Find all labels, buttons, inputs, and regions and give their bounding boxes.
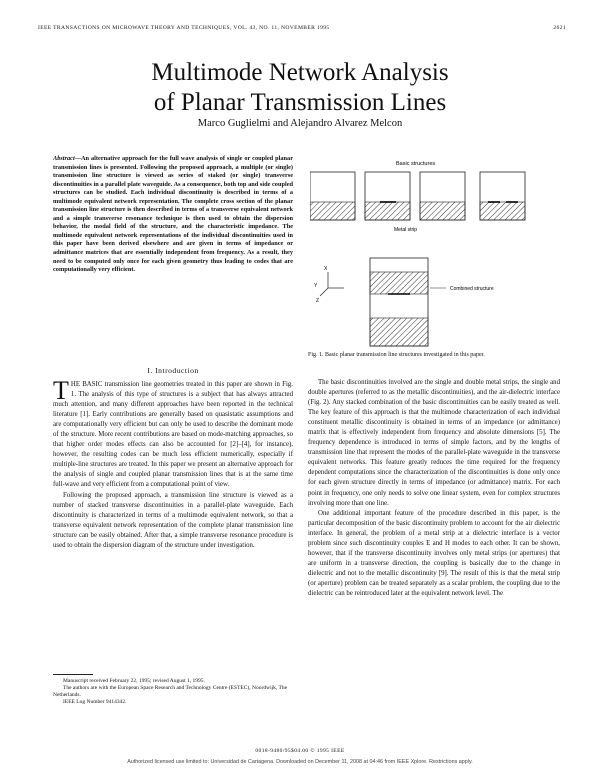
- left-column: [53, 376, 293, 551]
- right-paragraph-1: The basic discontinuities involved are the single and double metal strips, the single and double apertures (referred to as the metallic discontinuities), and the air-dielectric interface (Fig. 2). Any stacked combination of the basic discontinuities can be easily treated as well. The key feature of this approach is that the multimode characterization of each individual constituent metallic discontinuity is obtained in terms of an impedance (or admittance) matrix that is effectively independent from frequency and absolute dimensions [5]. The frequency dependence is introduced in terms of simple factors, and by the lengths of transmission line that represent the modes of the parallel-plate waveguide in the transverse equivalent networks. This feature greatly reduces the time required for the frequency dependent computations since the characterization of the discontinuities is done only once for each given structure directly in terms of impedance (or admittance) matrix. For each point in frequency, one only needs to solve one linear system, even for complex structures involving more than one line.: [308, 379, 560, 507]
- label-metal-strip: Metal strip: [394, 227, 418, 233]
- basic-structures-row: [310, 172, 525, 220]
- section-heading: I. Introduction: [147, 366, 199, 375]
- abstract-text: An alternative approach for the full wave analysis of single or coupled planar transmission lines is presented. Following the proposed approach, a multiple (or single) transmission line structure is viewed as series of staked (or single) transverse discontinuities in a parallel plate waveguide. As a consequence, both top and side coupled structures can be studied. Each individual discontinuity is described in terms of a multimode equivalent network representation. The complete cross section of the planar transmission line structure is then described in terms of a transverse equivalent network and a simple transverse resonance technique is then used to obtain the dispersion behavior, the modal field of the structure, and the characteristic impedance. The multimode equivalent network representations of the individual discontinuities used in this paper have been derived elsewhere and are given in terms of impedance or admittance matrices that are essentially independent from frequency. As a result, they need to be computed only once for each given geometry thus leading to codes that are computationally very efficient.: [53, 155, 293, 274]
- footnote-line-3: IEEE Log Number 9414342.: [63, 699, 127, 705]
- journal-header: IEEE TRANSACTIONS ON MICROWAVE THEORY AND TECHNIQUES, VOL. 43, NO. 11, NOVEMBER 1995: [38, 25, 330, 31]
- label-combined-structure: Combined structure: [450, 286, 494, 292]
- combined-structure: [370, 258, 446, 346]
- footnote-rule: [53, 674, 93, 675]
- intro-p1-text: transmission line geometries treated in this paper are shown in Fig. 1. The analysis of this type of structures is a subject that has always attracted much attention, and many different approaches have been reported in the technical literature [1]. Early contributions are generally based on quasistatic assumptions and are computationally very efficient but can only be used to describe the dominant mode of the structure. More recent contributions are based on mode-matching approaches, so that higher order modes effects can also be accounted for [2]–[4], for instance), however, the resulting codes can be much less efficient numerically, especially if multiple-line structures are treated. In this paper we present an alternative approach for the analysis of single and coupled planar transmission lines that is at the same time full-wave and very efficient from a computational point of view.: [53, 381, 293, 489]
- copyright-line: 0018-9480/95$04.00 © 1995 IEEE: [255, 748, 345, 754]
- footnote-line-1: Manuscript received February 22, 1995; revised August 1, 1995.: [63, 678, 205, 684]
- authors: Marco Guglielmi and Alejandro Alvarez Melcon: [197, 118, 403, 129]
- abstract: [53, 155, 293, 275]
- axis-x-label: X: [324, 266, 328, 272]
- footnote-line-2: The authors are with the European Space Research and Technology Centre (ESTEC), Noordwijk, The Netherlands.: [53, 685, 288, 698]
- label-basic-structures: Basic structures: [396, 161, 436, 167]
- axis-y-label: Y: [314, 283, 318, 289]
- intro-paragraph-1: [53, 376, 293, 491]
- axes-icon: [314, 266, 344, 304]
- figure-caption: Fig. 1. Basic planar transmission line structures investigated in this paper.: [308, 352, 485, 358]
- right-column: [308, 378, 560, 599]
- intro-lead: HE BASIC: [70, 381, 103, 388]
- drop-cap: T: [53, 376, 69, 405]
- footnote: [53, 678, 293, 706]
- page-number: 2621: [553, 25, 566, 31]
- license-notice: Authorized licensed use limited to: Universidad de Cartagena. Downloaded on December 11, 2008 at 04:46 from IEEE Xplore. Restrictions apply.: [127, 759, 473, 765]
- intro-paragraph-2: Following the proposed approach, a transmission line structure is viewed as a number of stacked transverse discontinuities in a parallel-plate waveguide. Each discontinuity is characterized in terms of a multimode equivalent network, so that a transverse equivalent network representation of the complete planar transmission line structure can be easily obtained. After that, a simple transverse resonance procedure is used to obtain the dispersion diagram of the structure under investigation.: [53, 491, 293, 549]
- title-line-1: Multimode Network Analysis: [151, 59, 449, 86]
- abstract-label: Abstract—: [53, 155, 81, 162]
- right-paragraph-2: One additional important feature of the procedure described in this paper, is the particular decomposition of the basic discontinuity problem to account for the air dielectric interface. In general, the problem of a metal strip at a dielectric interface is a vector problem since such discontinuity couples E and H modes to each other. It can be shown, however, that if the transverse discontinuity involves only metal strips (or apertures) that are uniform in a transverse direction, the coupling is basically due to the change in dielectric and not to the metallic discontinuity [9]. The result of this is that the metal strip (or aperture) problem can be treated separately as a scalar problem, the coupling due to the dielectric can be reintroduced later at the equivalent network level. The: [308, 509, 560, 597]
- running-header: [38, 25, 566, 31]
- paper-title: [0, 58, 600, 118]
- axis-z-label: Z: [316, 298, 320, 304]
- title-line-2: of Planar Transmission Lines: [153, 89, 447, 116]
